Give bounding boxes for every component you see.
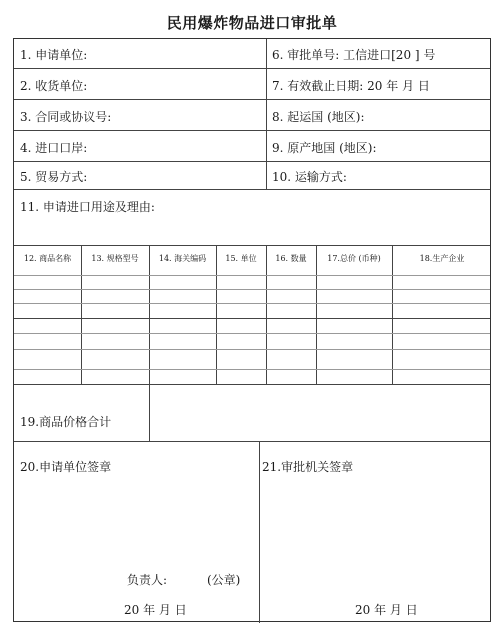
table-row <box>14 289 490 290</box>
approval-form <box>13 38 491 622</box>
table-row <box>14 369 490 370</box>
expiry-date-field[interactable]: 7. 有效截止日期: 20 年 月 日 <box>272 79 430 93</box>
table-header: 14. 海关编码 <box>158 254 207 263</box>
approver-seal-label: 21.审批机关签章 <box>262 460 354 474</box>
official-seal-label: (公章) <box>207 573 241 587</box>
column-divider <box>149 245 150 384</box>
table-header: 17.总价 (币种) <box>327 254 381 263</box>
approval-number-field[interactable]: 6. 审批单号: 工信进口[20 ] 号 <box>272 48 436 62</box>
row-divider <box>14 189 490 190</box>
table-row <box>14 333 490 334</box>
table-header: 13. 规格型号 <box>91 254 139 263</box>
row-divider <box>14 99 490 100</box>
column-divider <box>266 39 267 189</box>
table-row <box>14 384 490 385</box>
table-row <box>14 349 490 350</box>
table-header: 18.生产企业 <box>419 254 465 263</box>
trade-mode-field[interactable]: 5. 贸易方式: <box>20 170 88 184</box>
column-divider <box>216 245 217 384</box>
column-divider <box>316 245 317 384</box>
column-divider <box>81 245 82 384</box>
origin-country-field[interactable]: 9. 原产地国 (地区): <box>272 141 377 155</box>
form-title: 民用爆炸物品进口审批单 <box>166 14 338 32</box>
row-divider <box>14 68 490 69</box>
table-row <box>14 303 490 304</box>
applicant-date[interactable]: 20 年 月 日 <box>124 603 187 617</box>
row-divider <box>14 161 490 162</box>
row-divider <box>14 441 490 442</box>
approver-date[interactable]: 20 年 月 日 <box>355 603 418 617</box>
responsible-person-label: 负责人: <box>127 573 168 587</box>
table-row <box>14 318 490 319</box>
total-price-label: 19.商品价格合计 <box>20 415 112 429</box>
port-of-entry-field[interactable]: 4. 进口口岸: <box>20 141 88 155</box>
table-header: 15. 单位 <box>225 254 257 263</box>
table-row <box>14 275 490 276</box>
column-divider <box>266 245 267 384</box>
purpose-field[interactable]: 11. 申请进口用途及理由: <box>20 200 155 214</box>
column-divider <box>149 384 150 441</box>
row-divider <box>14 245 490 246</box>
applicant-field[interactable]: 1. 申请单位: <box>20 48 88 62</box>
column-divider <box>392 245 393 384</box>
table-header: 16. 数量 <box>275 254 307 263</box>
applicant-seal-label: 20.申请单位签章 <box>20 460 112 474</box>
table-header: 12. 商品名称 <box>23 254 72 263</box>
row-divider <box>14 130 490 131</box>
departure-country-field[interactable]: 8. 起运国 (地区): <box>272 110 365 124</box>
consignee-field[interactable]: 2. 收货单位: <box>20 79 88 93</box>
transport-mode-field[interactable]: 10. 运输方式: <box>272 170 347 184</box>
column-divider <box>259 441 260 623</box>
contract-number-field[interactable]: 3. 合同或协议号: <box>20 110 112 124</box>
